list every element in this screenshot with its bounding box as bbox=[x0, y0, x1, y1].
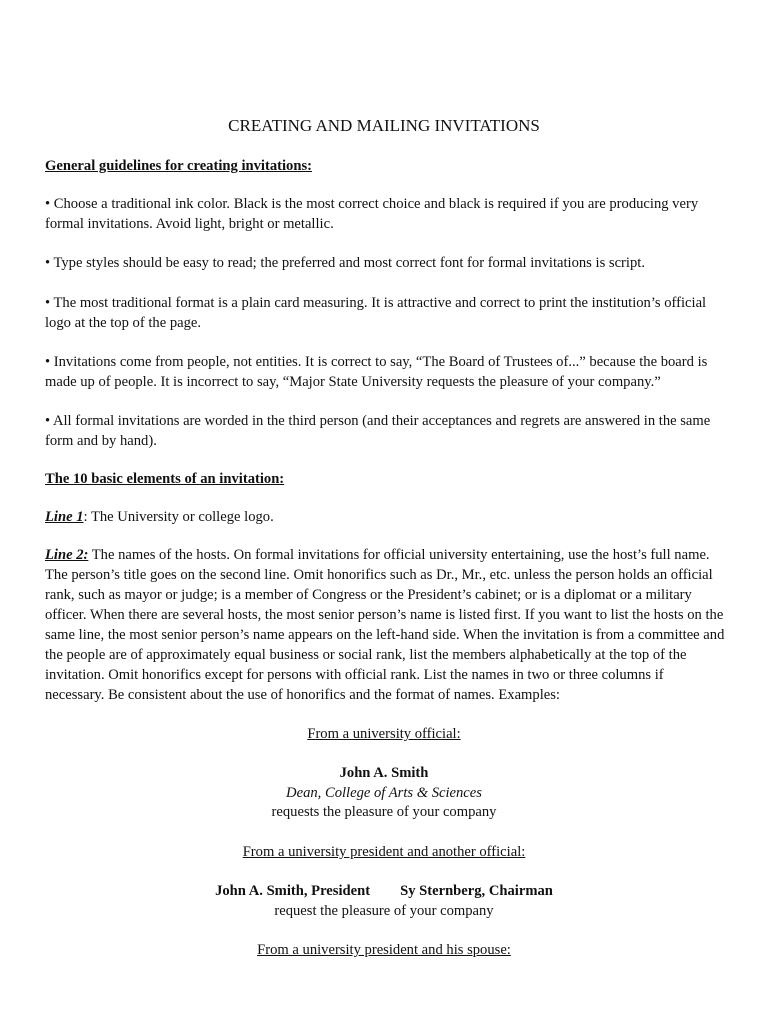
guideline-bullet: • All formal invitations are worded in the third person (and their acceptances and regrets are answered in the same form and by hand). bbox=[45, 413, 711, 449]
guideline-bullet: • Type styles should be easy to read; the preferred and most correct font for formal invitations is script. bbox=[45, 255, 645, 271]
example2-caption: From a university president and another official: bbox=[242, 844, 526, 860]
example1-host-name: John A. Smith bbox=[339, 765, 429, 781]
example2-hosts bbox=[0, 881, 768, 901]
example2-request: request the pleasure of your company bbox=[274, 903, 494, 919]
example1-host-title: Dean, College of Arts & Sciences bbox=[286, 785, 482, 801]
guideline-bullet: • Choose a traditional ink color. Black is the most correct choice and black is required if you are producing very formal invitations. Avoid light, bright or metallic. bbox=[45, 196, 699, 232]
example1-request: requests the pleasure of your company bbox=[271, 804, 497, 820]
page-title: CREATING AND MAILING INVITATIONS bbox=[228, 116, 540, 135]
line2-label: Line 2: bbox=[45, 547, 89, 563]
elements-heading: The 10 basic elements of an invitation: bbox=[45, 471, 285, 487]
line1-paragraph bbox=[45, 507, 725, 527]
line2-text: The names of the hosts. On formal invitations for official university entertaining, use the host’s full name. The person’s title goes on the second line. Omit honorifics such as Dr., Mr., etc. unless the person holds an official rank, such as mayor or judge; is a member of Congress or the President’s cabinet; or is a diplomat or a military officer. When there are several hosts, the most senior person’s name is listed first. If you want to list the hosts on the same line, the most senior person’s name appears on the left-hand side. When the invitation is from a committee and the people are of approximately equal business or social rank, list the members alphabetically at the top of the invitation. Omit honorifics except for persons with official rank. List the names in two or three columns if necessary. Be consistent about the use of honorifics and the format of names. Examples: bbox=[45, 547, 725, 703]
example2-host2: Sy Sternberg, Chairman bbox=[400, 883, 553, 899]
example1-caption: From a university official: bbox=[307, 726, 461, 742]
guideline-bullet: • Invitations come from people, not entities. It is correct to say, “The Board of Trustees of...” because the board is made up of people. It is incorrect to say, “Major State University requests the pleasure of your company.” bbox=[45, 354, 708, 390]
example3-caption: From a university president and his spouse: bbox=[257, 942, 511, 958]
example2-host1: John A. Smith, President bbox=[215, 883, 371, 899]
guideline-bullet: • The most traditional format is a plain card measuring. It is attractive and correct to print the institution’s official logo at the top of the page. bbox=[45, 295, 707, 331]
line1-label: Line 1 bbox=[45, 509, 84, 525]
guidelines-heading: General guidelines for creating invitations: bbox=[45, 158, 312, 174]
line1-text: : The University or college logo. bbox=[83, 509, 274, 525]
line2-paragraph bbox=[45, 545, 725, 705]
